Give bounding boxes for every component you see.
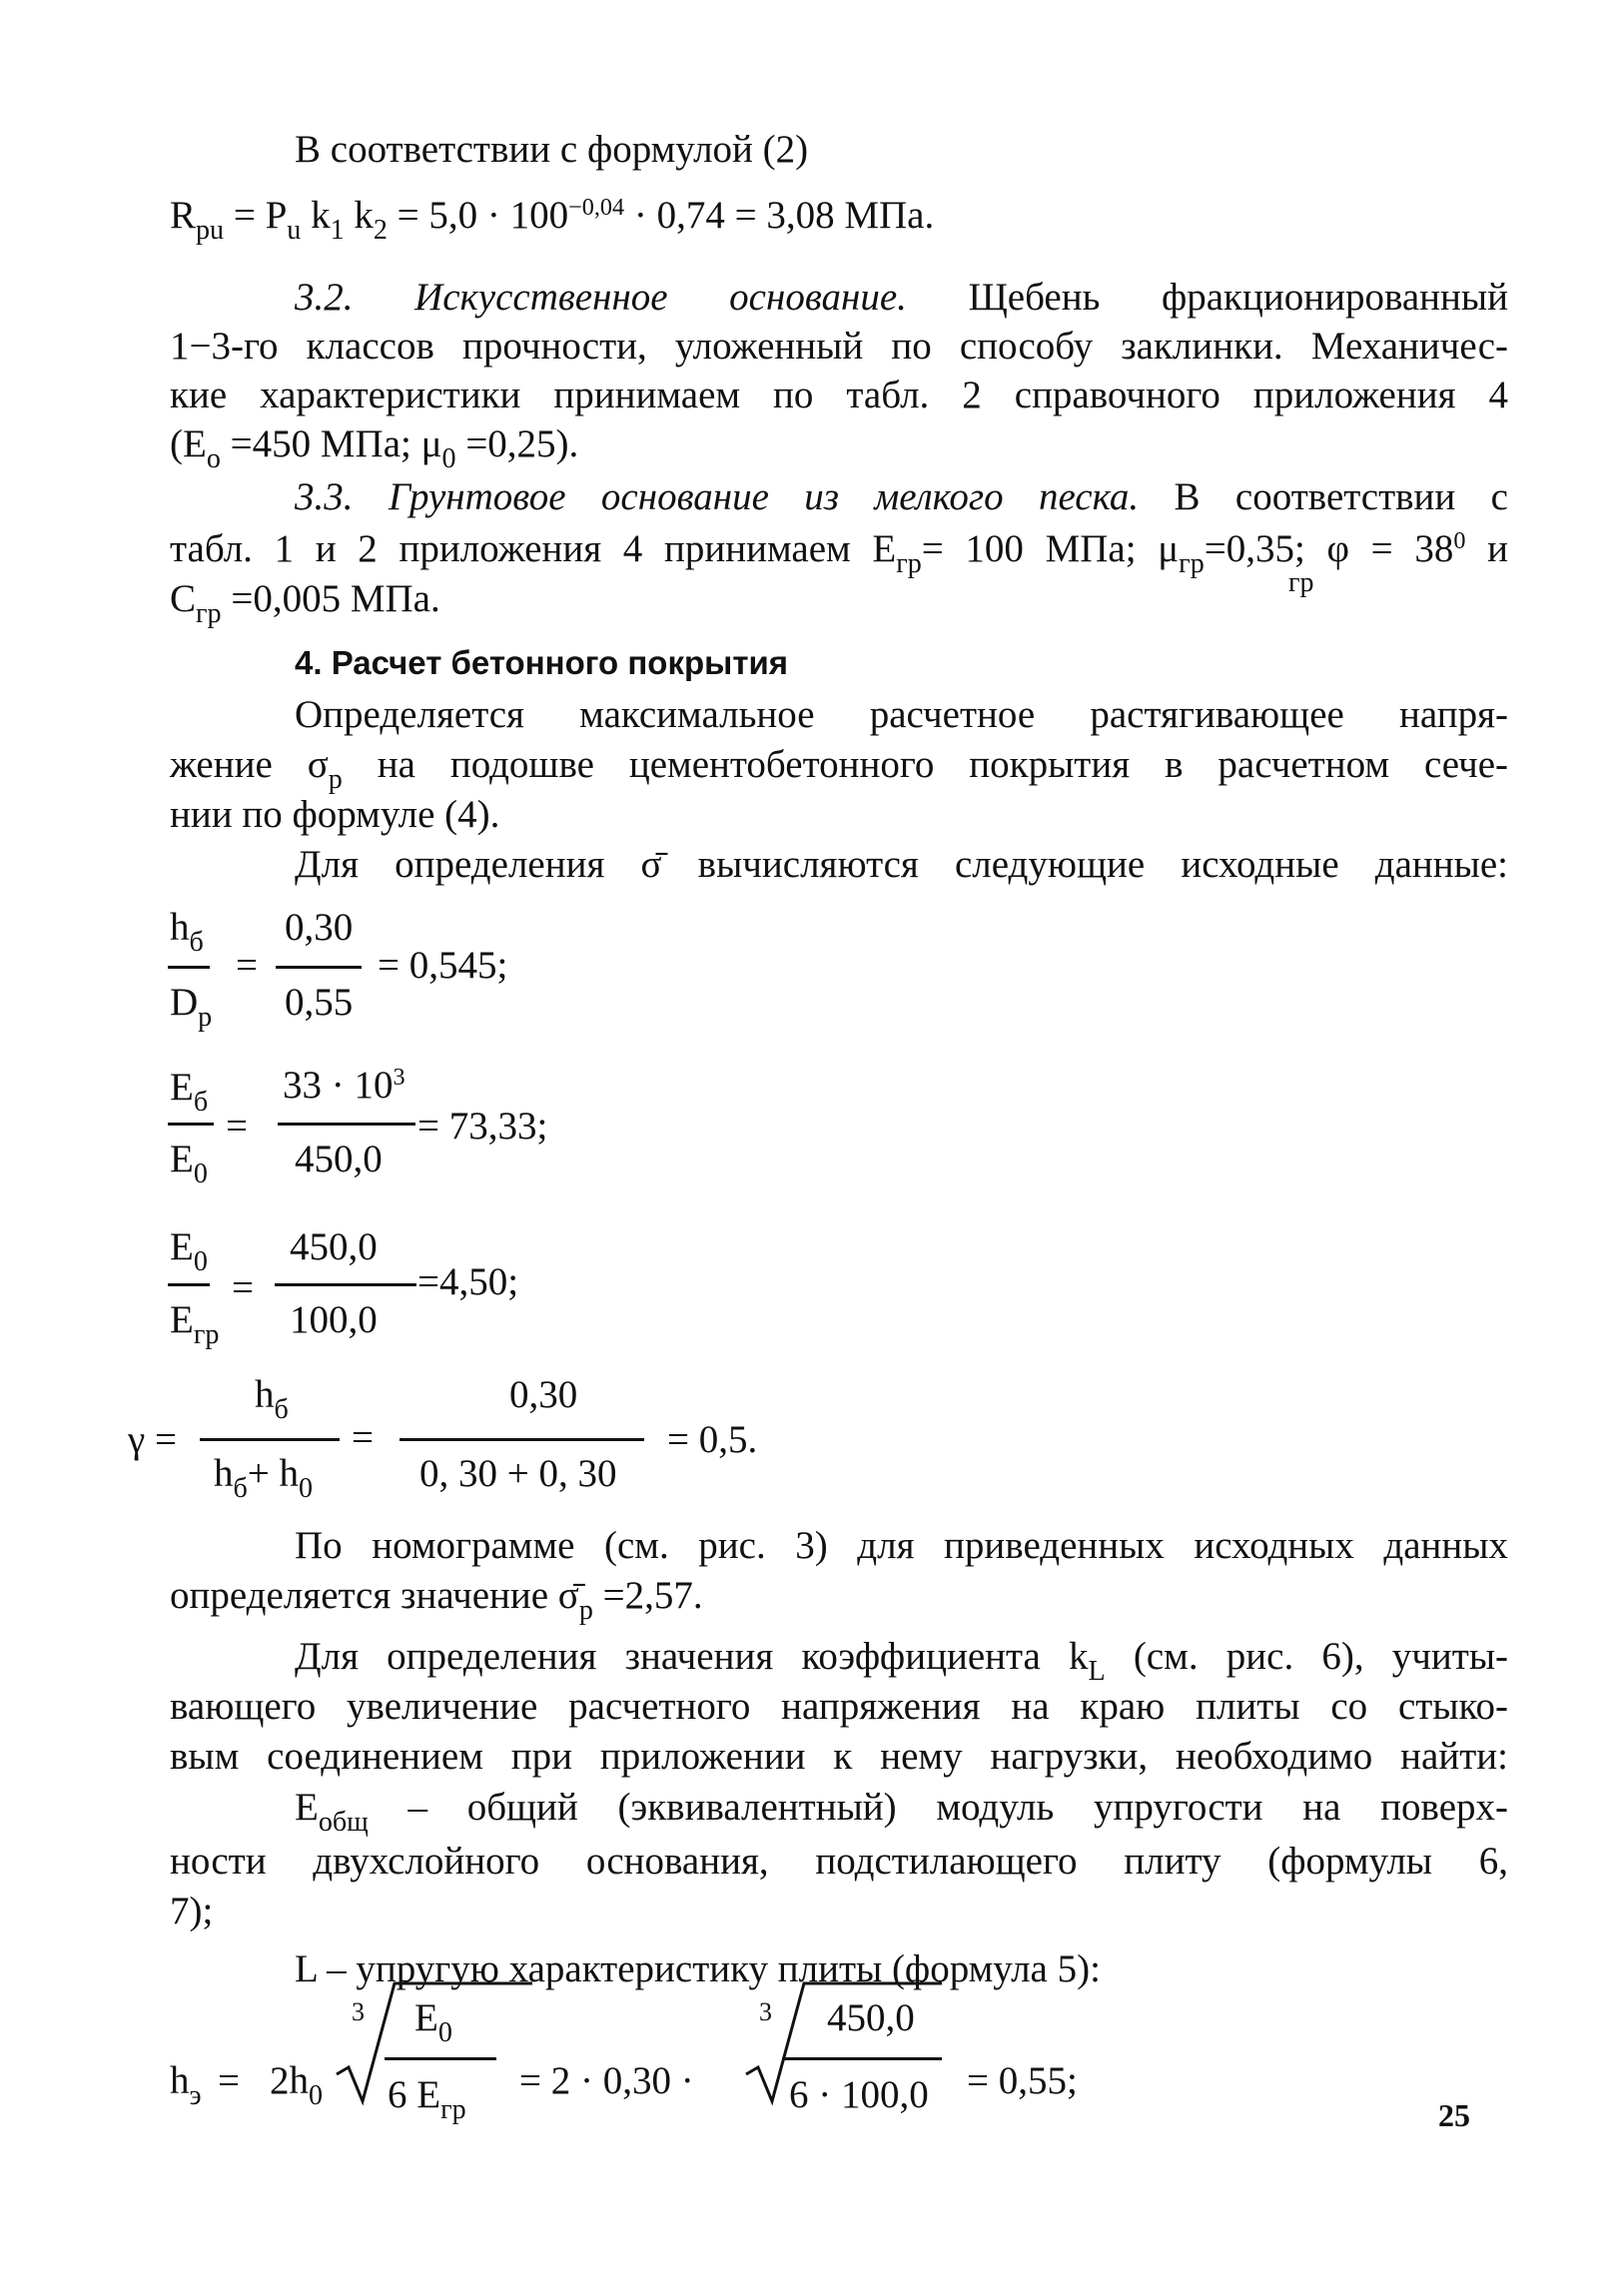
intro-text: В соответствии с формулой (2) — [295, 128, 809, 171]
section-heading: 4. Расчет бетонного покрытия — [295, 644, 789, 681]
paragraph-3-2-line-1: 3.2. Искусственное основание. Щебень фракционированный — [295, 276, 1508, 319]
paragraph-3-2-line-3: кие характеристики принимаем по табл. 2 справочного приложения 4 — [170, 374, 1508, 416]
paragraph-4-line-4: Для определения σ̄ вычисляются следующие исходные данные: — [295, 843, 1508, 886]
paragraph-3-3-line-1: 3.3. Грунтовое основание из мелкого песка. В соответствии с — [295, 475, 1508, 518]
paragraph-5-line-7: ности двухслойного основания, подстилающего плиту (формулы 6, — [170, 1840, 1508, 1883]
paragraph-5-line-2: определяется значение $\sigmā_р =2,57$. — [170, 1574, 703, 1626]
paragraph-5-line-5: вым соединением при приложении к нему нагрузки, необходимо найти: — [170, 1735, 1508, 1778]
formula-rpu: $R_{pu} = P_u$ $k_1$ $k_2 = 5,0 \cdot 100^{-0,04} \cdot 0,74 = 3,08$ МПа. — [170, 193, 935, 246]
paragraph-4-line-2: жение $\sigma_р$ на подошве цементобетонного покрытия в расчетном сече- — [170, 743, 1508, 795]
page-number: 25 — [1438, 2097, 1470, 2133]
paragraph-3-3-phi-subscript: гр — [1288, 567, 1314, 598]
paragraph-4-line-3: нии по формуле (4). — [170, 793, 500, 836]
paragraph-4-line-1: Определяется максимальное расчетное растягивающее напря- — [295, 693, 1508, 736]
paragraph-3-3-line-2: табл. 1 и 2 приложения 4 принимаем $E_{гр}= 100$ МПа; $\mu_{гр}=0,35$; $\varphi = 38^0$ и — [170, 526, 1508, 579]
paragraph-5-line-1: По номограмме (см. рис. 3) для приведенных исходных данных — [295, 1524, 1508, 1567]
paragraph-3-2-line-2: 1−3-го классов прочности, уложенный по способу заклинки. Механичес- — [170, 325, 1508, 368]
paragraph-5-line-3: Для определения значения коэффициента $k_L$ (см. рис. 6), учиты- — [295, 1635, 1509, 1687]
paragraph-5-line-8: 7); — [170, 1890, 214, 1932]
paragraph-5-line-6: $E_{общ}$ – общий (эквивалентный) модуль упругости на поверх- — [295, 1786, 1508, 1838]
paragraph-3-2-line-4: ($E_о =450$ МПа; $\mu_0 =0,25$). — [170, 422, 579, 474]
paragraph-5-line-9: L – упругую характеристику плиты (формула 5): — [295, 1947, 1101, 1990]
paragraph-3-3-line-3: $C_{гр} =0,005$ МПа. — [170, 577, 440, 629]
paragraph-5-line-4: вающего увеличение расчетного напряжения на краю плиты со стыко- — [170, 1685, 1508, 1728]
